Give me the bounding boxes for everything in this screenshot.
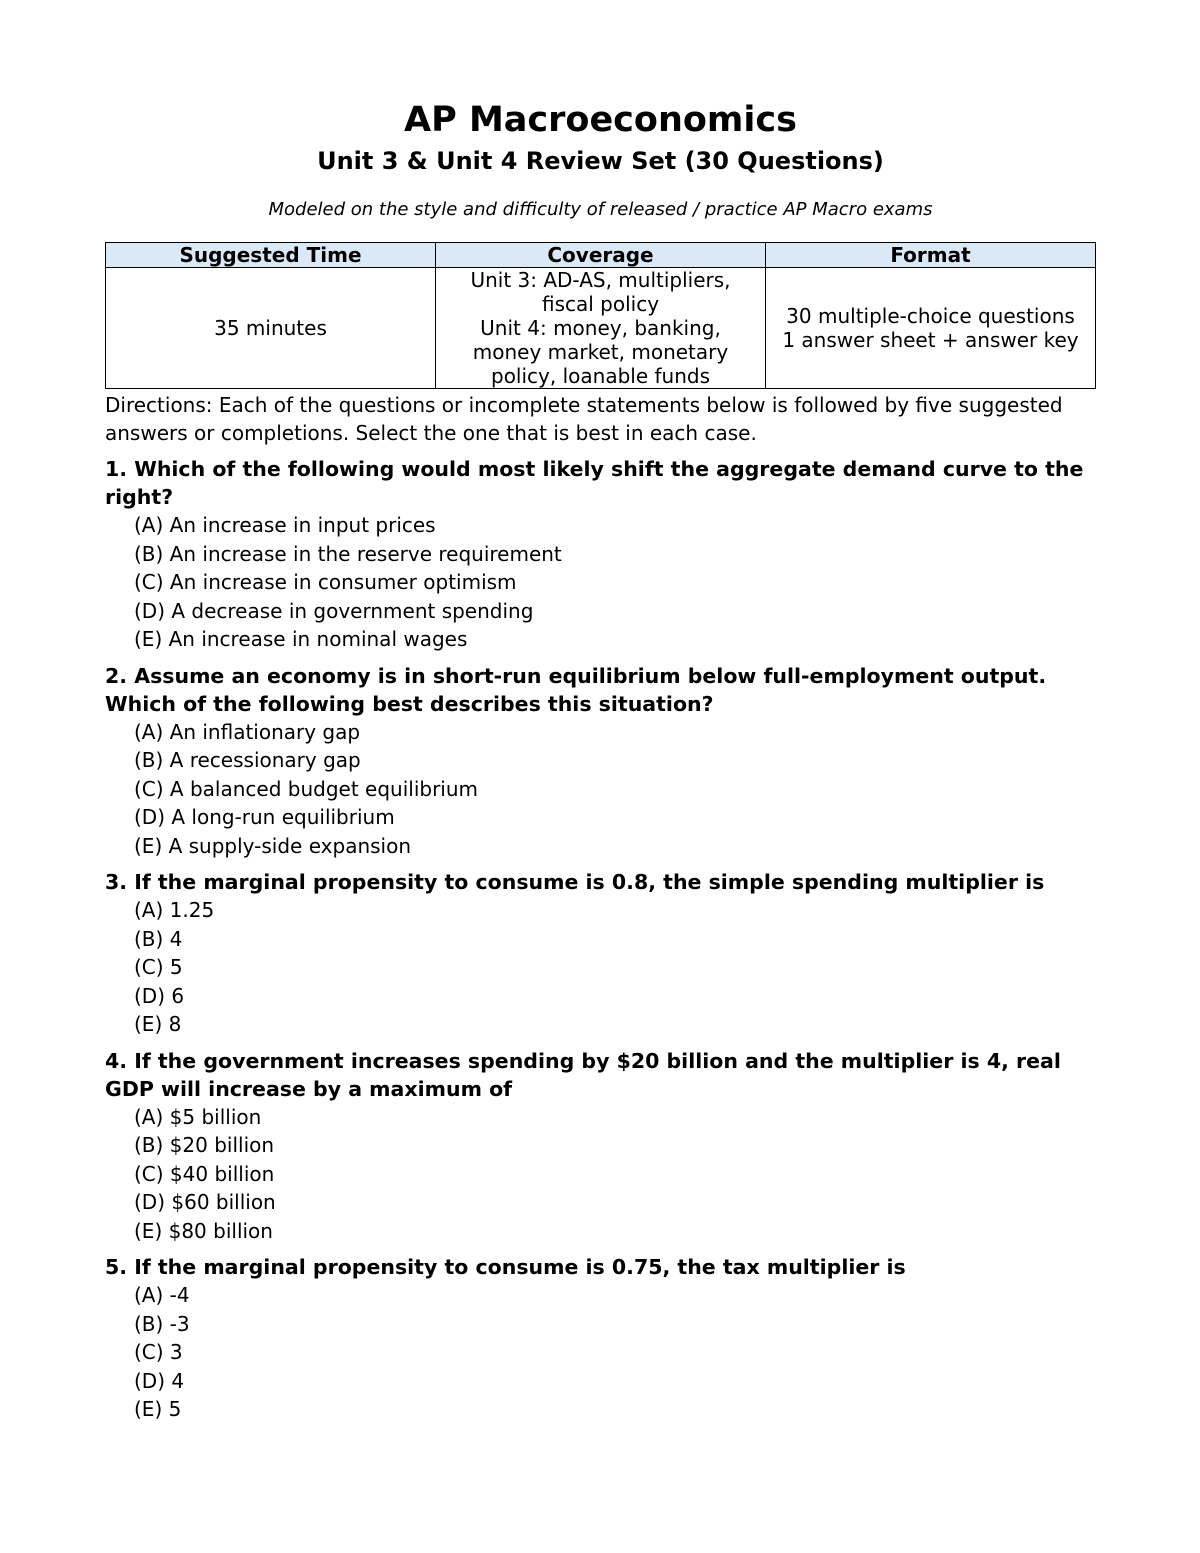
answer-choice: (B) An increase in the reserve requirement	[134, 541, 562, 566]
cell-time: 35 minutes	[106, 268, 436, 389]
answer-choice: (A) 1.25	[134, 898, 215, 922]
header-format: Format	[766, 243, 1096, 268]
question-text: If the government increases spending by $20 billion and the multiplier is 4, real GDP will increase by a maximum of	[105, 1048, 1061, 1101]
answer-choice: (C) 5	[134, 955, 183, 979]
answer-choice: (D) A decrease in government spending	[134, 598, 534, 623]
header-suggested-time: Suggested Time	[106, 243, 436, 268]
answer-choice: (D) $60 billion	[134, 1190, 276, 1214]
question-item	[105, 662, 1096, 861]
question-number: 3.	[105, 870, 128, 894]
coverage-line: money market, monetary	[472, 340, 729, 364]
answer-choices	[105, 1103, 1096, 1246]
answer-choice: (E) An increase in nominal wages	[134, 627, 468, 651]
question-stem	[105, 868, 1096, 896]
question-number: 5.	[105, 1255, 128, 1279]
summary-table	[105, 242, 1096, 389]
answer-choice: (E) 8	[134, 1012, 182, 1036]
question-item	[105, 455, 1096, 654]
answer-choice: (C) An increase in consumer optimism	[134, 570, 517, 594]
question-number: 2.	[105, 663, 128, 688]
answer-choice: (D) 6	[134, 983, 185, 1008]
answer-choice: (B) -3	[134, 1311, 190, 1336]
question-item	[105, 1047, 1096, 1246]
document-page	[105, 96, 1096, 1424]
answer-choice: (C) A balanced budget equilibrium	[134, 776, 479, 801]
cell-coverage	[436, 268, 766, 389]
answer-choice: (B) $20 billion	[134, 1133, 275, 1157]
question-item	[105, 1253, 1096, 1424]
answer-choice: (A) -4	[134, 1283, 190, 1307]
question-number: 4.	[105, 1048, 128, 1073]
question-text: Which of the following would most likely shift the aggregate demand curve to the right?	[105, 457, 1084, 509]
answer-choices	[105, 896, 1096, 1039]
header-coverage: Coverage	[436, 243, 766, 268]
question-stem	[105, 662, 1096, 718]
coverage-line: Unit 3: AD-AS, multipliers,	[470, 268, 731, 292]
question-text: Assume an economy is in short-run equilibrium below full-employment output. Which of the following best describes this situation?	[105, 663, 1047, 716]
answer-choices	[105, 1281, 1096, 1424]
page-tagline: Modeled on the style and difficulty of released / practice AP Macro exams	[268, 199, 933, 220]
answer-choices	[105, 511, 1096, 654]
question-number: 1.	[105, 457, 128, 481]
question-item	[105, 868, 1096, 1039]
summary-row	[106, 268, 1096, 389]
answer-choice: (A) An inflationary gap	[134, 719, 361, 744]
answer-choice: (C) 3	[134, 1340, 183, 1364]
answer-choice: (E) A supply-side expansion	[134, 833, 412, 858]
answer-choices	[105, 718, 1096, 861]
questions-list	[105, 455, 1096, 1424]
format-line: 1 answer sheet + answer key	[782, 328, 1079, 352]
page-title: AP Macroeconomics	[404, 100, 797, 140]
question-text: If the marginal propensity to consume is 0.75, the tax multiplier is	[134, 1255, 906, 1279]
answer-choice: (C) $40 billion	[134, 1161, 275, 1186]
answer-choice: (A) $5 billion	[134, 1104, 262, 1129]
page-subtitle: Unit 3 & Unit 4 Review Set (30 Questions)	[317, 147, 884, 175]
answer-choice: (B) 4	[134, 926, 183, 951]
answer-choice: (B) A recessionary gap	[134, 748, 361, 772]
answer-choice: (D) A long-run equilibrium	[134, 805, 395, 829]
question-text: If the marginal propensity to consume is 0.8, the simple spending multiplier is	[134, 870, 1045, 894]
directions-text: Directions: Each of the questions or incomplete statements below is followed by five suggested answers or completions. Select the one that is best in each case.	[105, 393, 1063, 445]
answer-choice: (E) $80 billion	[134, 1218, 273, 1243]
question-stem	[105, 1253, 1096, 1281]
question-stem	[105, 1047, 1096, 1103]
answer-choice: (A) An increase in input prices	[134, 513, 436, 537]
cell-format	[766, 268, 1096, 389]
coverage-line: policy, loanable funds	[491, 364, 710, 388]
question-stem	[105, 455, 1096, 511]
answer-choice: (E) 5	[134, 1397, 182, 1421]
format-line: 30 multiple-choice questions	[786, 304, 1075, 328]
summary-header-row	[106, 243, 1096, 268]
answer-choice: (D) 4	[134, 1368, 185, 1393]
coverage-line: Unit 4: money, banking,	[480, 316, 721, 340]
coverage-line: fiscal policy	[541, 292, 660, 316]
